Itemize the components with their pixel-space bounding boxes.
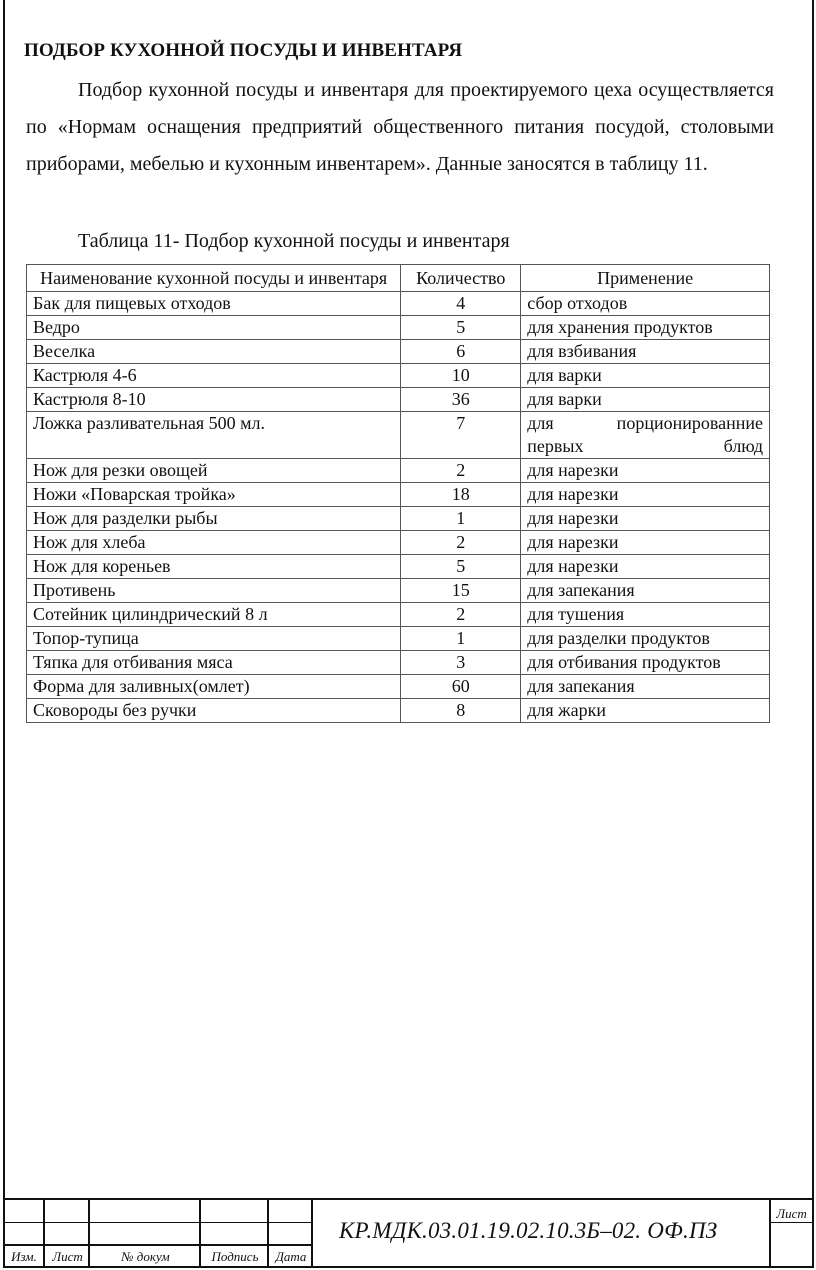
cell-name: Топор-тупица	[27, 627, 401, 651]
table-row	[27, 579, 770, 603]
cell-usage: для хранения продуктов	[521, 316, 770, 340]
stamp-row-line-1	[3, 1222, 313, 1223]
table-row	[27, 412, 770, 459]
cell-quantity: 15	[401, 579, 521, 603]
cell-quantity: 4	[401, 292, 521, 316]
cell-usage: для порционированние первых блюд	[521, 412, 770, 459]
table-row	[27, 292, 770, 316]
cell-name: Сковороды без ручки	[27, 699, 401, 723]
header-name: Наименование кухонной посуды и инвентаря	[27, 265, 401, 292]
cell-quantity: 1	[401, 507, 521, 531]
cell-name: Нож для резки овощей	[27, 459, 401, 483]
cell-name: Ведро	[27, 316, 401, 340]
cell-name: Тяпка для отбивания мяса	[27, 651, 401, 675]
document-code: КР.МДК.03.01.19.02.10.3Б–02. ОФ.ПЗ	[339, 1218, 718, 1243]
label-revision: Изм.	[11, 1249, 37, 1264]
table-body	[27, 292, 770, 723]
cell-usage: для жарки	[521, 699, 770, 723]
inventory-table	[26, 264, 770, 723]
stamp-row-line-2	[3, 1244, 313, 1246]
cell-quantity: 5	[401, 316, 521, 340]
table-row	[27, 364, 770, 388]
table-row	[27, 555, 770, 579]
table-row	[27, 388, 770, 412]
cell-name: Ложка разливательная 500 мл.	[27, 412, 401, 459]
label-signature: Подпись	[211, 1249, 259, 1264]
cell-usage: для отбивания продуктов	[521, 651, 770, 675]
cell-quantity: 18	[401, 483, 521, 507]
header-quantity: Количество	[401, 265, 521, 292]
cell-usage: для разделки продуктов	[521, 627, 770, 651]
cell-name: Нож для хлеба	[27, 531, 401, 555]
table-row	[27, 507, 770, 531]
cell-name: Сотейник цилиндрический 8 л	[27, 603, 401, 627]
table-row	[27, 340, 770, 364]
cell-name: Кастрюля 4-6	[27, 364, 401, 388]
intro-paragraph: Подбор кухонной посуды и инвентаря для проектируемого цеха осуществляется по «Нормам оснащения предприятий общественного питания посудой, столовыми приборами, мебелью и кухонным инвентарем». Данные заносятся в таблицу 11.	[26, 79, 774, 175]
cell-name: Нож для кореньев	[27, 555, 401, 579]
cell-quantity: 1	[401, 627, 521, 651]
cell-quantity: 3	[401, 651, 521, 675]
table-header-row	[27, 265, 770, 292]
cell-quantity: 10	[401, 364, 521, 388]
cell-name: Веселка	[27, 340, 401, 364]
table-row	[27, 483, 770, 507]
label-document-number: № докум	[121, 1249, 170, 1264]
cell-usage: для запекания	[521, 675, 770, 699]
table-row	[27, 316, 770, 340]
cell-usage: сбор отходов	[521, 292, 770, 316]
cell-quantity: 2	[401, 603, 521, 627]
table-row	[27, 651, 770, 675]
table-row	[27, 699, 770, 723]
stamp-sheet-line	[771, 1222, 812, 1223]
cell-usage: для запекания	[521, 579, 770, 603]
cell-name: Бак для пищевых отходов	[27, 292, 401, 316]
cell-name: Ножи «Поварская тройка»	[27, 483, 401, 507]
cell-usage: для нарезки	[521, 507, 770, 531]
cell-quantity: 36	[401, 388, 521, 412]
cell-usage: для нарезки	[521, 459, 770, 483]
cell-usage: для нарезки	[521, 531, 770, 555]
cell-name: Форма для заливных(омлет)	[27, 675, 401, 699]
cell-name: Нож для разделки рыбы	[27, 507, 401, 531]
cell-quantity: 8	[401, 699, 521, 723]
cell-quantity: 60	[401, 675, 521, 699]
label-sheet-number: Лист	[776, 1206, 807, 1221]
cell-quantity: 2	[401, 531, 521, 555]
cell-usage: для варки	[521, 364, 770, 388]
cell-quantity: 5	[401, 555, 521, 579]
cell-usage: для варки	[521, 388, 770, 412]
cell-name: Кастрюля 8-10	[27, 388, 401, 412]
table-caption: Таблица 11- Подбор кухонной посуды и инвентаря	[78, 230, 510, 252]
table-row	[27, 627, 770, 651]
cell-quantity: 6	[401, 340, 521, 364]
table-row	[27, 603, 770, 627]
cell-name: Противень	[27, 579, 401, 603]
cell-usage: для тушения	[521, 603, 770, 627]
title-block	[3, 1198, 814, 1268]
table-row	[27, 531, 770, 555]
cell-usage: для нарезки	[521, 555, 770, 579]
header-usage: Применение	[521, 265, 770, 292]
section-heading: ПОДБОР КУХОННОЙ ПОСУДЫ И ИНВЕНТАРЯ	[24, 40, 463, 61]
table-row	[27, 459, 770, 483]
table-row	[27, 675, 770, 699]
label-date: Дата	[275, 1249, 307, 1264]
cell-quantity: 7	[401, 412, 521, 459]
label-sheet: Лист	[52, 1249, 83, 1264]
cell-quantity: 2	[401, 459, 521, 483]
cell-usage: для взбивания	[521, 340, 770, 364]
cell-usage: для нарезки	[521, 483, 770, 507]
